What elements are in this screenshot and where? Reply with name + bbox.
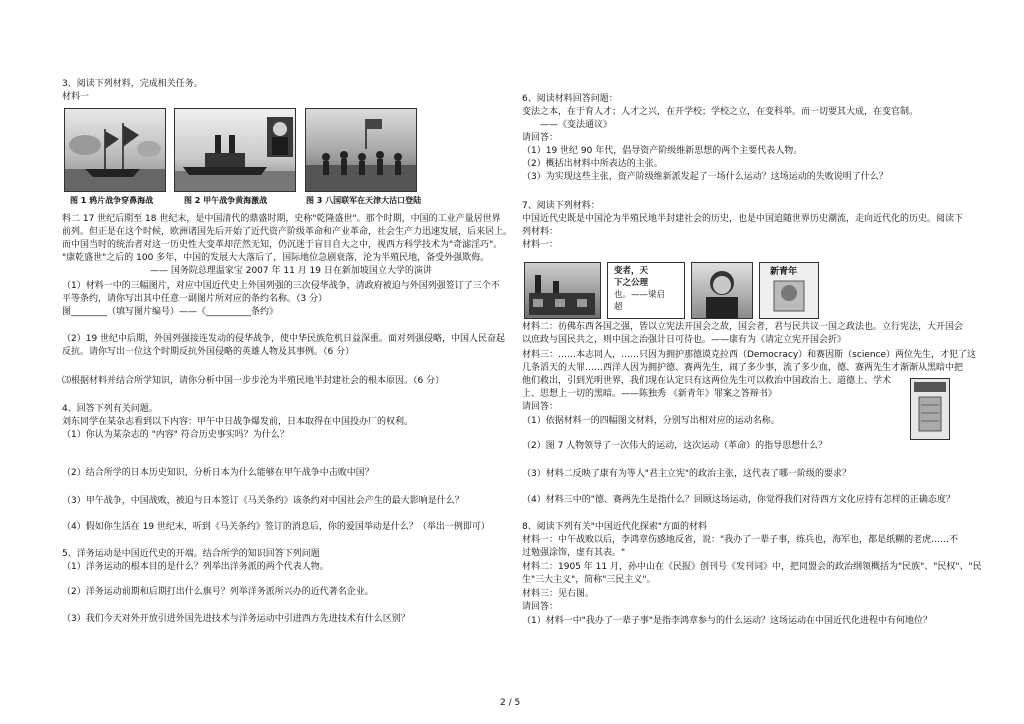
q3-material2-line3: 而中国当时的统治者对这一历史性大变革却茫然无知，仍沉迷于盲目自大之中，视西方科学技术为"奇滤淫巧"。 — [62, 240, 503, 250]
q6-title: 6、阅读材料回答问题： — [522, 94, 618, 104]
q3-sub3: ⑶根据材料并结合所学知识，请你分析中国一步步沦为半殖民地半封建社会的根本原因。（6 分） — [62, 376, 445, 386]
q3-sub2-line2: 反抗。请你写出一位这个时期反抗外国侵略的英雄人物及其事例。（6 分） — [62, 347, 355, 357]
figure2-caption: 图 2 甲午战争黄海激战 — [184, 196, 268, 205]
q3-sub1-blank: 图________（填写图片编号）——《__________条约》 — [62, 307, 279, 317]
q8-material1-line2: 过勉强涂饰，虚有其表。" — [522, 548, 626, 558]
q5-sub2: （2）洋务运动前期和后期打出什么旗号？列举洋务派所兴办的近代著名企业。 — [62, 587, 374, 597]
q3-material2-line2: 前列。但正是在这个时候，欧洲诸国先后开始了近代资产阶级革命和产业革命，社会生产力迅速发展，后来居上。 — [62, 227, 513, 237]
q4-sub1: （1）你认为某杂志的 "内容" 符合历史事实吗？为什么？ — [62, 430, 289, 440]
q8-material2-line2: 生"三大主义"，简称"三民主义"。 — [522, 575, 656, 585]
q3-title: 3、阅读下列材料，完成相关任务。 — [62, 79, 203, 89]
q7-sub1: （1）依据材料一的四幅图文材料，分别写出相对应的运动名称。 — [522, 416, 780, 426]
q4-sub2: （2）结合所学的日本历史知识，分析日本为什么能够在甲午战争中击败中国？ — [62, 468, 374, 478]
q7-material1-label: 材料一： — [522, 240, 559, 250]
q6-text: 变法之本，在于育人才；人才之兴，在开学校；学校之立，在变科举。而一切要其大成，在变官制。 — [522, 107, 919, 117]
q6-sub2: （2）概括出材料中所表达的主张。 — [522, 159, 663, 169]
new-youth-magazine-figure — [910, 378, 950, 440]
q3-material1-label: 材料一 — [62, 92, 90, 102]
figure2-sino-japanese-war-image — [174, 108, 296, 192]
figure1-opium-war-image — [64, 108, 166, 192]
q7-title: 7、阅读下列材料： — [522, 201, 600, 211]
q8-title: 8、阅读下列有关"中国近代化探索"方面的材料 — [522, 522, 708, 532]
q3-sub1-line2: 平等条约，请你写出其中任意一副图片所对应的条约名称。（3 分） — [62, 294, 328, 304]
q3-material2-source: —— 国务院总理温家宝 2007 年 11 月 19 日在新加坡国立大学的演讲 — [150, 266, 432, 276]
q7-intro-line1: 中国近代史既是中国沦为半殖民地半封建社会的历史，也是中国追随世界历史潮流，走向近代化的历史。阅读下 — [522, 214, 964, 224]
liang-qichao-quote-card — [607, 262, 685, 319]
quote-card-line2: 下之公理 — [614, 278, 649, 288]
q7-material2-line2: 以庶政与国民共之，则中国之治强计日可待也。——康有为《请定立宪开国会折》 — [522, 335, 847, 345]
factory-workshop-image — [524, 262, 601, 319]
quote-card-line3: 也。——梁启 — [614, 290, 666, 300]
q7-material3-line4: 上、思想上一切的黑暗。——陈独秀 《新青年》罪案之答辩书》 — [522, 389, 777, 399]
q5-sub1: （1）洋务运动的根本目的是什么？列举出洋务派的两个代表人物。 — [62, 562, 329, 572]
sun-yat-sen-portrait — [691, 262, 753, 319]
q3-sub1-line1: （1）材料一中的三幅图片，对应中国近代史上外国列强的三次侵华战争，清政府被迫与外国列强签订了三个不 — [62, 281, 500, 291]
q8-material3: 材料三：见右图。 — [522, 589, 595, 599]
q6-sub3: （3）为实现这些主张，资产阶级维新派发起了一场什么运动？这场运动的失败说明了什么？ — [522, 172, 888, 182]
q7-material2-line1: 材料二：彷佛东西各国之强，皆以立宪法开国会之故，国会者，君与民共议一国之政法也。立行宪法，大开国会 — [522, 322, 964, 332]
sailing-ship-icon — [65, 109, 165, 191]
q3-sub2-line1: （2）19 世纪中后期，外国列强接连发动的侵华战争，使中华民族危机日益深重。面对列强侵略，中国人民奋起 — [62, 334, 506, 344]
quote-card-line1: 变者，天 — [614, 266, 649, 276]
q6-sub1: （1）19 世纪 90 年代，倡导资产阶级维新思想的两个主要代表人物。 — [522, 146, 803, 156]
q6-ask: 请回答： — [522, 133, 559, 143]
q8-material1-line1: 材料一：中午战败以后，李鸿章伤感地反省，说："我办了一辈子事，练兵也，海军也，都是纸糊的老虎……不 — [522, 535, 959, 545]
page-number: 2 / 5 — [500, 698, 521, 708]
q4-intro: 刘东同学在某杂志看到以下内容：甲午中日战争爆发前，日本取得在中国投办厂的权利。 — [62, 417, 414, 427]
q3-material2-line4: "康乾盛世"之后的 100 多年，中国的发展大大落后了，国际地位急剧衰落，沦为半殖民地，备受外强欺侮。 — [62, 253, 490, 263]
q6-source: ——《变法通议》 — [540, 120, 613, 130]
new-youth-title: 新青年 — [770, 267, 798, 277]
q8-ask: 请回答： — [522, 602, 559, 612]
q7-material3-line2: 几条滔天的大罪……西洋人因为拥护德、赛两先生，闹了多少事，流了多少血，德、赛两先生才渐渐从黑暗中把 — [522, 363, 964, 373]
q4-sub3: （3）甲午战争，中国战败，被迫与日本签订《马关条约》该条约对中国社会产生的最大影响是什么？ — [62, 496, 464, 506]
magazine-icon — [911, 379, 949, 439]
warship-icon — [175, 109, 295, 191]
q4-title: 4、回答下列有关问题。 — [62, 404, 158, 414]
q7-intro-line2: 列材料： — [522, 227, 559, 237]
q8-material2-line1: 材料二：1905 年 11 月，孙中山在《民报》创刊号《发刊词》中，把同盟会的政治纲领概括为"民族"、"民权"、"民 — [522, 562, 982, 572]
figure3-eight-nation-alliance-image — [305, 108, 417, 192]
q7-sub3: （3）材料二反映了康有为等人"君主立宪"的政治主张，这代表了哪一阶级的要求？ — [522, 469, 852, 479]
portrait-icon — [692, 263, 752, 318]
q7-sub2: （2）图 7 人物领导了一次伟大的运动，这次运动（革命）的指导思想什么？ — [522, 441, 828, 451]
figure1-caption: 图 1 鸦片战争穿鼻海战 — [70, 196, 154, 205]
q5-title: 5、洋务运动是中国近代史的开端。结合所学的知识回答下列问题 — [62, 549, 320, 559]
q7-ask: 请回答： — [522, 402, 559, 412]
q3-material2-line1: 料二 17 世纪后期至 18 世纪末，是中国清代的鼎盛时期，史称"乾隆盛世"。那个时期，中国的工业产量居世界 — [62, 214, 501, 224]
q7-material3-line1: 材料三：……本志同人，……只因为拥护那德谟克拉西（Democracy）和赛因斯（science）两位先生，才犯了这 — [522, 350, 977, 360]
q4-sub4: （4）假如你生活在 19 世纪末，听到《马关条约》签订的消息后，你的爱国举动是什么？（举出一例即可） — [62, 522, 490, 532]
q7-material3-line3: 他们救出，引到光明世界，我们现在认定只有这两位先生可以救治中国政治上、道德上、学术 — [522, 376, 892, 386]
soldiers-icon — [306, 109, 416, 191]
quote-card-line4: 超 — [614, 302, 623, 312]
q8-sub1: （1）材料一中"我办了一辈子事"是指李鸿章参与的什么运动？这场运动在中国近代化进程中有何地位？ — [522, 616, 933, 626]
figure3-caption: 图 3 八国联军在天津大沽口登陆 — [306, 196, 422, 205]
q5-sub3: （3）我们今天对外开放引进外国先进技术与洋务运动中引进西方先进技术有什么区别？ — [62, 614, 410, 624]
q7-sub4: （4）材料三中的"德、赛两先生是指什么？回顾这场运动，你觉得我们对待西方文化应持有怎样的正确态度？ — [522, 495, 955, 505]
factory-icon — [525, 263, 600, 318]
new-youth-magazine-cover — [759, 262, 819, 319]
